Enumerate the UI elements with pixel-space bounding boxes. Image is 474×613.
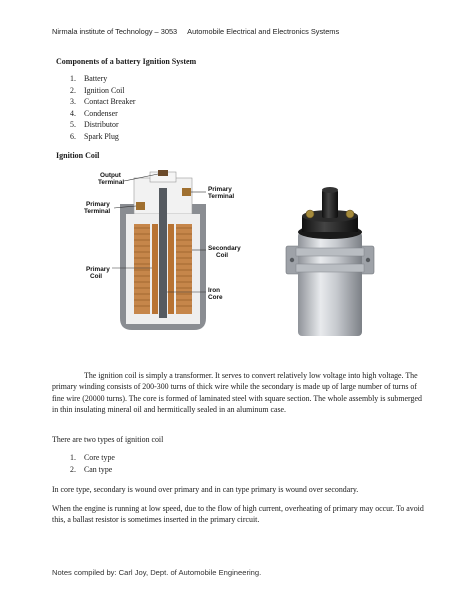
list-item: 4. Condenser — [70, 108, 118, 118]
list-item: 1. Core type — [70, 453, 115, 462]
subsection-title: Ignition Coil — [56, 151, 100, 160]
header-institute: Nirmala institute of Technology – 3053 — [52, 27, 178, 36]
clamp-band-bottom — [296, 264, 364, 272]
paragraph-ignition-coil: The ignition coil is simply a transformer. It serves to convert relatively low voltage into high voltage. The primary winding consists of 200-300 turns of thick wire while the secondary is made up of large number of turns of fine wire (20000 turns). The core is formed of laminated steel with square section. The whole assembly is submerged in thin insulating mineral oil and hermitically sealed in an aluminum case. — [52, 371, 422, 415]
ignition-coil-cutaway-diagram — [82, 168, 242, 348]
list-item: 2. Can type — [70, 464, 113, 474]
list-item: 5. Distributor — [70, 120, 119, 130]
iron-core — [159, 188, 167, 318]
label-primary-terminal-right-1: Primary — [208, 186, 232, 193]
list-item: 6. Spark Plug — [70, 131, 119, 141]
paragraph-core-vs-can: In core type, secondary is wound over primary and in can type primary is wound over secondary. — [52, 485, 359, 494]
paragraph-types-intro: There are two types of ignition coil — [52, 435, 164, 444]
section-title: Components of a battery Ignition System — [56, 57, 197, 66]
label-primary-coil-1: Primary — [86, 266, 110, 273]
secondary-coil-left — [134, 224, 150, 314]
label-primary-terminal-left-1: Primary — [86, 201, 110, 208]
label-primary-terminal-right-2: Terminal — [208, 193, 235, 200]
label-primary-coil-2: Coil — [90, 273, 103, 280]
page-header — [52, 27, 339, 36]
coil-can — [298, 232, 362, 336]
label-iron-core-1: Iron — [208, 287, 221, 294]
paragraph-ballast-resistor: When the engine is running at low speed, due to the flow of high current, overheating of primary may occur. To avoid this, a ballast resistor is sometimes inserted in the primary circuit. — [52, 504, 424, 525]
components-list — [70, 73, 136, 143]
list-item: 2. Ignition Coil — [70, 85, 125, 95]
primary-coil-right — [168, 224, 174, 314]
header-course: Automobile Electrical and Electronics Systems — [187, 27, 340, 36]
list-item: 3. Contact Breaker — [70, 97, 136, 107]
label-output-terminal-1: Output — [100, 172, 121, 179]
secondary-coil-right — [176, 224, 192, 314]
primary-terminal-left — [136, 202, 145, 210]
page-footer: Notes compiled by: Carl Joy, Dept. of Automobile Engineering. — [52, 568, 262, 577]
coil-types-list — [70, 452, 115, 475]
label-iron-core-2: Core — [208, 294, 223, 301]
ignition-coil-photo — [280, 180, 380, 342]
terminal-left — [306, 210, 314, 218]
clamp-band-top — [296, 248, 364, 256]
list-item: 1. Battery — [70, 74, 108, 83]
label-output-terminal-2: Terminal — [98, 179, 125, 186]
label-primary-terminal-left-2: Terminal — [84, 208, 111, 215]
primary-terminal-right — [182, 188, 191, 196]
label-secondary-coil-1: Secondary — [208, 245, 241, 252]
label-secondary-coil-2: Coil — [216, 252, 229, 259]
output-terminal — [158, 170, 168, 176]
primary-coil-left — [152, 224, 158, 314]
terminal-right — [346, 210, 354, 218]
high-tension-tower — [322, 190, 338, 218]
